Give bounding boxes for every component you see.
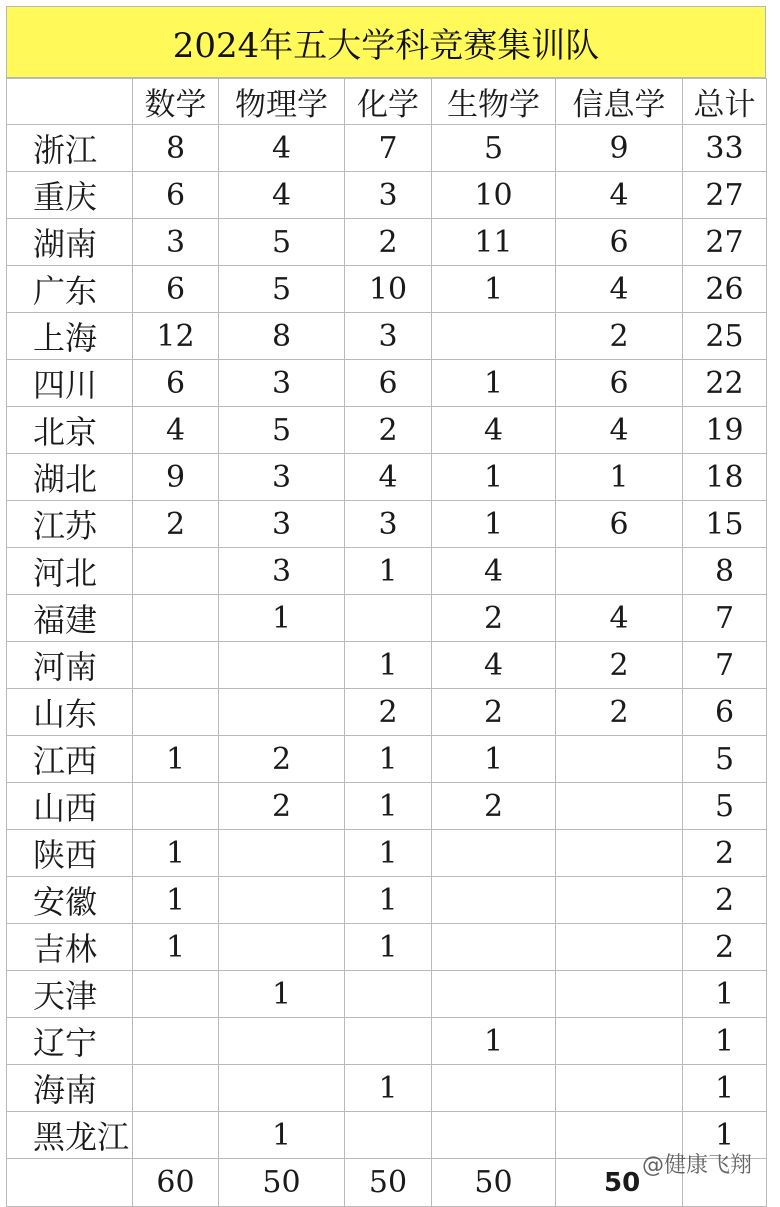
value-cell: 7 — [345, 125, 432, 172]
province-cell: 上海 — [7, 313, 133, 360]
header-cell: 物理学 — [219, 79, 345, 125]
value-cell: 6 — [556, 219, 683, 266]
table-row — [7, 642, 767, 689]
value-cell: 5 — [683, 736, 767, 783]
total-cell: 50 — [345, 1159, 432, 1207]
value-cell: 4 — [133, 407, 219, 454]
value-cell: 2 — [556, 642, 683, 689]
province-cell: 山东 — [7, 689, 133, 736]
value-cell — [432, 830, 556, 877]
value-cell: 1 — [133, 830, 219, 877]
province-cell: 辽宁 — [7, 1018, 133, 1065]
value-cell: 2 — [345, 689, 432, 736]
value-cell: 4 — [556, 407, 683, 454]
watermark: @健康飞翔 — [641, 1153, 752, 1178]
value-cell — [432, 924, 556, 971]
value-cell: 6 — [556, 360, 683, 407]
competition-table-sheet — [6, 6, 766, 1207]
value-cell: 4 — [432, 642, 556, 689]
table-row — [7, 924, 767, 971]
value-cell — [133, 971, 219, 1018]
value-cell: 4 — [432, 548, 556, 595]
value-cell: 1 — [345, 736, 432, 783]
value-cell — [345, 971, 432, 1018]
province-cell: 河北 — [7, 548, 133, 595]
header-cell: 信息学 — [556, 79, 683, 125]
value-cell — [133, 783, 219, 830]
value-cell: 6 — [556, 501, 683, 548]
table-row — [7, 971, 767, 1018]
table-row — [7, 1018, 767, 1065]
value-cell — [556, 1018, 683, 1065]
value-cell: 1 — [345, 830, 432, 877]
value-cell — [432, 313, 556, 360]
value-cell: 4 — [219, 125, 345, 172]
value-cell: 11 — [432, 219, 556, 266]
province-cell: 吉林 — [7, 924, 133, 971]
value-cell: 8 — [683, 548, 767, 595]
header-cell: 化学 — [345, 79, 432, 125]
total-cell: 60 — [133, 1159, 219, 1207]
value-cell: 27 — [683, 219, 767, 266]
value-cell — [556, 783, 683, 830]
value-cell: 1 — [683, 971, 767, 1018]
province-cell: 河南 — [7, 642, 133, 689]
table-row — [7, 407, 767, 454]
value-cell: 33 — [683, 125, 767, 172]
value-cell: 5 — [219, 407, 345, 454]
value-cell: 6 — [133, 172, 219, 219]
value-cell: 1 — [345, 924, 432, 971]
value-cell: 19 — [683, 407, 767, 454]
value-cell: 1 — [432, 1018, 556, 1065]
table-row — [7, 548, 767, 595]
value-cell: 1 — [683, 1018, 767, 1065]
value-cell: 2 — [683, 877, 767, 924]
value-cell: 1 — [683, 1112, 767, 1159]
province-cell: 海南 — [7, 1065, 133, 1112]
value-cell: 18 — [683, 454, 767, 501]
table-row — [7, 313, 767, 360]
table-row — [7, 830, 767, 877]
value-cell: 2 — [345, 219, 432, 266]
value-cell: 2 — [133, 501, 219, 548]
value-cell: 26 — [683, 266, 767, 313]
value-cell — [556, 1065, 683, 1112]
province-cell: 江西 — [7, 736, 133, 783]
value-cell — [133, 1018, 219, 1065]
table-row — [7, 877, 767, 924]
value-cell: 1 — [133, 924, 219, 971]
table-row — [7, 736, 767, 783]
table-row — [7, 595, 767, 642]
province-cell: 福建 — [7, 595, 133, 642]
value-cell: 2 — [432, 783, 556, 830]
value-cell: 9 — [133, 454, 219, 501]
value-cell: 5 — [432, 125, 556, 172]
value-cell: 8 — [219, 313, 345, 360]
value-cell: 6 — [133, 360, 219, 407]
province-cell: 天津 — [7, 971, 133, 1018]
value-cell: 7 — [683, 642, 767, 689]
province-cell: 湖南 — [7, 219, 133, 266]
province-cell: 陕西 — [7, 830, 133, 877]
value-cell: 2 — [683, 924, 767, 971]
table-row — [7, 360, 767, 407]
value-cell: 1 — [219, 595, 345, 642]
value-cell: 8 — [133, 125, 219, 172]
value-cell — [345, 1018, 432, 1065]
province-cell: 重庆 — [7, 172, 133, 219]
value-cell: 1 — [432, 360, 556, 407]
value-cell — [556, 736, 683, 783]
table-body — [7, 125, 767, 1159]
total-cell: 50 — [432, 1159, 556, 1207]
value-cell — [556, 971, 683, 1018]
value-cell: 1 — [345, 783, 432, 830]
value-cell: 2 — [556, 689, 683, 736]
stats-table — [6, 78, 767, 1207]
value-cell — [556, 924, 683, 971]
total-cell — [7, 1159, 133, 1207]
header-cell: 数学 — [133, 79, 219, 125]
value-cell: 1 — [133, 877, 219, 924]
value-cell — [556, 830, 683, 877]
value-cell: 2 — [432, 689, 556, 736]
value-cell — [556, 877, 683, 924]
value-cell: 1 — [432, 266, 556, 313]
province-cell: 北京 — [7, 407, 133, 454]
table-row — [7, 172, 767, 219]
value-cell — [556, 548, 683, 595]
province-cell: 安徽 — [7, 877, 133, 924]
province-cell: 广东 — [7, 266, 133, 313]
value-cell: 9 — [556, 125, 683, 172]
header-cell: 生物学 — [432, 79, 556, 125]
value-cell: 4 — [219, 172, 345, 219]
value-cell — [345, 595, 432, 642]
value-cell: 1 — [345, 548, 432, 595]
province-cell: 四川 — [7, 360, 133, 407]
table-title: 2024年五大学科竞赛集训队 — [6, 6, 766, 78]
value-cell — [133, 1112, 219, 1159]
value-cell — [133, 642, 219, 689]
table-row — [7, 219, 767, 266]
value-cell: 3 — [219, 454, 345, 501]
province-cell: 浙江 — [7, 125, 133, 172]
province-cell: 湖北 — [7, 454, 133, 501]
value-cell: 1 — [683, 1065, 767, 1112]
province-cell: 黑龙江 — [7, 1112, 133, 1159]
value-cell: 6 — [133, 266, 219, 313]
value-cell: 3 — [345, 172, 432, 219]
value-cell — [432, 971, 556, 1018]
value-cell: 4 — [432, 407, 556, 454]
value-cell: 5 — [683, 783, 767, 830]
value-cell: 1 — [219, 1112, 345, 1159]
value-cell — [219, 877, 345, 924]
value-cell: 3 — [219, 501, 345, 548]
value-cell: 1 — [432, 736, 556, 783]
value-cell: 4 — [345, 454, 432, 501]
value-cell: 7 — [683, 595, 767, 642]
header-cell: 总计 — [683, 79, 767, 125]
value-cell — [133, 595, 219, 642]
value-cell: 5 — [219, 219, 345, 266]
value-cell — [219, 830, 345, 877]
value-cell — [219, 1065, 345, 1112]
value-cell — [133, 1065, 219, 1112]
value-cell: 1 — [345, 642, 432, 689]
value-cell: 1 — [345, 1065, 432, 1112]
table-row — [7, 1065, 767, 1112]
table-row — [7, 501, 767, 548]
value-cell: 6 — [683, 689, 767, 736]
value-cell: 22 — [683, 360, 767, 407]
value-cell: 1 — [556, 454, 683, 501]
value-cell — [432, 1112, 556, 1159]
value-cell: 2 — [219, 783, 345, 830]
value-cell: 2 — [683, 830, 767, 877]
value-cell: 6 — [345, 360, 432, 407]
value-cell — [133, 548, 219, 595]
value-cell: 10 — [432, 172, 556, 219]
table-row — [7, 689, 767, 736]
value-cell: 15 — [683, 501, 767, 548]
province-cell: 江苏 — [7, 501, 133, 548]
value-cell: 1 — [432, 454, 556, 501]
header-row — [7, 79, 767, 125]
value-cell — [219, 924, 345, 971]
province-cell: 山西 — [7, 783, 133, 830]
value-cell: 10 — [345, 266, 432, 313]
value-cell: 1 — [345, 877, 432, 924]
value-cell — [219, 1018, 345, 1065]
header-cell — [7, 79, 133, 125]
value-cell: 1 — [219, 971, 345, 1018]
value-cell — [432, 877, 556, 924]
value-cell — [345, 1112, 432, 1159]
value-cell — [219, 689, 345, 736]
table-row — [7, 454, 767, 501]
value-cell: 4 — [556, 266, 683, 313]
value-cell: 12 — [133, 313, 219, 360]
value-cell: 4 — [556, 595, 683, 642]
total-cell: 50 — [219, 1159, 345, 1207]
value-cell: 25 — [683, 313, 767, 360]
value-cell — [432, 1065, 556, 1112]
value-cell — [219, 642, 345, 689]
value-cell: 2 — [432, 595, 556, 642]
value-cell: 27 — [683, 172, 767, 219]
value-cell: 3 — [219, 360, 345, 407]
value-cell: 1 — [133, 736, 219, 783]
table-row — [7, 266, 767, 313]
value-cell — [133, 689, 219, 736]
value-cell: 3 — [219, 548, 345, 595]
value-cell: 5 — [219, 266, 345, 313]
table-row — [7, 125, 767, 172]
value-cell: 3 — [133, 219, 219, 266]
value-cell: 4 — [556, 172, 683, 219]
value-cell: 2 — [556, 313, 683, 360]
value-cell: 3 — [345, 313, 432, 360]
value-cell: 2 — [219, 736, 345, 783]
total-cell: 50 — [556, 1159, 683, 1207]
value-cell: 3 — [345, 501, 432, 548]
value-cell: 1 — [432, 501, 556, 548]
value-cell: 2 — [345, 407, 432, 454]
table-row — [7, 783, 767, 830]
